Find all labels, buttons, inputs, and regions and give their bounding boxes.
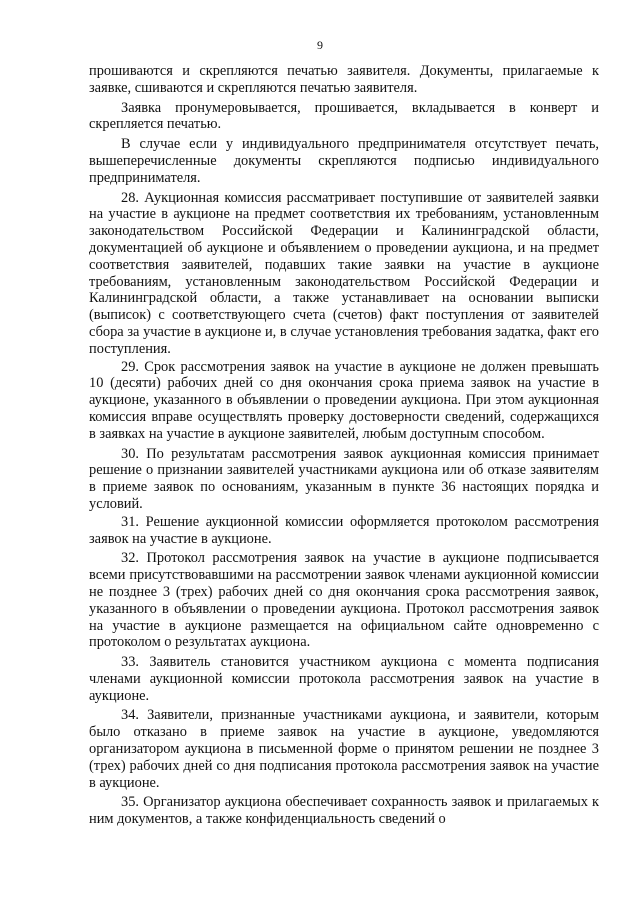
paragraph-envelope: Заявка пронумеровывается, прошивается, вкладывается в конверт и скрепляется печатью. <box>89 99 599 133</box>
page-number: 9 <box>317 38 323 52</box>
paragraph-32: 32. Протокол рассмотрения заявок на участие в аукционе подписывается всеми присутствовавшими на рассмотрении заявок членами аукционной комиссии не позднее 3 (трех) рабочих дней со дня окончания срока рассмотрения заявок, указанного в объявлении о проведении аукциона. Протокол рассмотрения заявок на участие в аукционе размещается на официальном сайте одновременно с протоколом о результатах аукциона. <box>89 550 599 651</box>
paragraph-35: 35. Организатор аукциона обеспечивает сохранность заявок и прилагаемых к ним документов, а также конфиденциальность сведений о <box>89 794 599 828</box>
paragraph-33: 33. Заявитель становится участником аукциона с момента подписания членами аукционной комиссии протокола рассмотрения заявок на участие в аукционе. <box>89 654 599 704</box>
paragraph-entrepreneur-seal: В случае если у индивидуального предпринимателя отсутствует печать, вышеперечисленные документы скрепляются подписью индивидуального предпринимателя. <box>89 136 599 186</box>
paragraph-28: 28. Аукционная комиссия рассматривает поступившие от заявителей заявки на участие в аукционе на предмет соответствия их требованиям, установленным законодательством Российской Федерации и Калининградской области, документацией об аукционе и объявлением о проведении аукциона, и на предмет соответствия заявителей, подавших такие заявки на участие в аукционе требованиям, установленным законодательством Российской Федерации и Калининградской области, а также устанавливает на основании выписки (выписок) с соответствующего счета (счетов) факт поступления от заявителей сбора за участие в аукционе и, в случае установления требования задатка, факт его поступления. <box>89 189 599 357</box>
paragraph-31: 31. Решение аукционной комиссии оформляется протоколом рассмотрения заявок на участие в аукционе. <box>89 513 599 547</box>
document-body <box>89 63 599 828</box>
paragraph-29: 29. Срок рассмотрения заявок на участие в аукционе не должен превышать 10 (десяти) рабочих дней со дня окончания срока приема заявок на участие в аукционе, указанного в объявлении о проведении аукциона. При этом аукционная комиссия вправе осуществлять проверку достоверности сведений, содержащихся в заявках на участие в аукционе заявителей, любым доступным способом. <box>89 358 599 442</box>
paragraph-34: 34. Заявители, признанные участниками аукциона, и заявители, которым было отказано в приеме заявок на участие в аукционе, уведомляются организатором аукциона в письменной форме о принятом решении не позднее 3 (трех) рабочих дней со дня подписания протокола рассмотрения заявок на участие в аукционе. <box>89 707 599 791</box>
paragraph-continuation: прошиваются и скрепляются печатью заявителя. Документы, прилагаемые к заявке, сшиваются и скрепляются печатью заявителя. <box>89 63 599 96</box>
paragraph-30: 30. По результатам рассмотрения заявок аукционная комиссия принимает решение о признании заявителей участниками аукциона или об отказе заявителям в приеме заявок по основаниям, указанным в пункте 36 настоящих порядка и условий. <box>89 445 599 512</box>
